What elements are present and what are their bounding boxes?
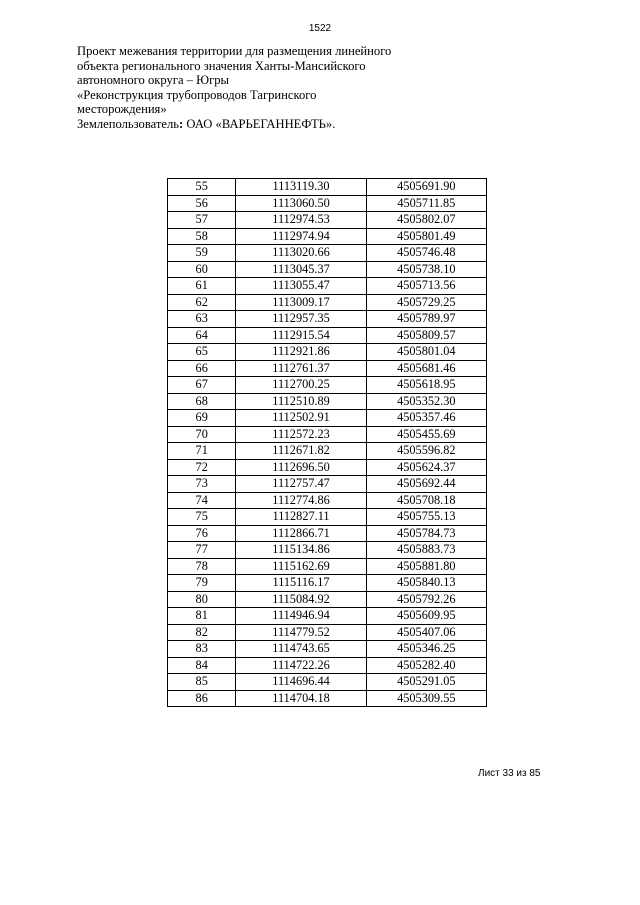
x-coordinate-cell: 1112974.53 bbox=[236, 212, 366, 229]
header-line: Проект межевания территории для размещения линейного bbox=[77, 44, 392, 58]
y-coordinate-cell: 4505809.57 bbox=[366, 327, 486, 344]
x-coordinate-cell: 1114704.18 bbox=[236, 690, 366, 707]
x-coordinate-cell: 1115162.69 bbox=[236, 558, 366, 575]
x-coordinate-cell: 1112866.71 bbox=[236, 525, 366, 542]
point-number-cell: 79 bbox=[168, 575, 236, 592]
x-coordinate-cell: 1114743.65 bbox=[236, 641, 366, 658]
table-row bbox=[168, 426, 487, 443]
y-coordinate-cell: 4505618.95 bbox=[366, 377, 486, 394]
point-number-cell: 65 bbox=[168, 344, 236, 361]
landuser-line bbox=[77, 117, 417, 132]
table-row bbox=[168, 575, 487, 592]
x-coordinate-cell: 1112827.11 bbox=[236, 509, 366, 526]
point-number-cell: 71 bbox=[168, 443, 236, 460]
table-row bbox=[168, 443, 487, 460]
y-coordinate-cell: 4505784.73 bbox=[366, 525, 486, 542]
x-coordinate-cell: 1112572.23 bbox=[236, 426, 366, 443]
sheet-counter: Лист 33 из 85 bbox=[478, 768, 541, 779]
point-number-cell: 61 bbox=[168, 278, 236, 295]
y-coordinate-cell: 4505624.37 bbox=[366, 459, 486, 476]
y-coordinate-cell: 4505407.06 bbox=[366, 624, 486, 641]
x-coordinate-cell: 1112502.91 bbox=[236, 410, 366, 427]
y-coordinate-cell: 4505609.95 bbox=[366, 608, 486, 625]
landuser-value: ОАО «ВАРЬЕГАННЕФТЬ». bbox=[183, 116, 336, 131]
point-number-cell: 63 bbox=[168, 311, 236, 328]
y-coordinate-cell: 4505596.82 bbox=[366, 443, 486, 460]
table-row bbox=[168, 476, 487, 493]
table-row bbox=[168, 542, 487, 559]
header-line: автономного округа – Югры bbox=[77, 73, 230, 87]
point-number-cell: 83 bbox=[168, 641, 236, 658]
table-row bbox=[168, 624, 487, 641]
coordinates-table bbox=[167, 178, 487, 707]
y-coordinate-cell: 4505708.18 bbox=[366, 492, 486, 509]
point-number-cell: 57 bbox=[168, 212, 236, 229]
y-coordinate-cell: 4505755.13 bbox=[366, 509, 486, 526]
table-row bbox=[168, 509, 487, 526]
x-coordinate-cell: 1114779.52 bbox=[236, 624, 366, 641]
x-coordinate-cell: 1112774.86 bbox=[236, 492, 366, 509]
y-coordinate-cell: 4505738.10 bbox=[366, 261, 486, 278]
x-coordinate-cell: 1112957.35 bbox=[236, 311, 366, 328]
point-number-cell: 82 bbox=[168, 624, 236, 641]
x-coordinate-cell: 1114696.44 bbox=[236, 674, 366, 691]
landuser-colon: : bbox=[179, 116, 184, 131]
point-number-cell: 55 bbox=[168, 179, 236, 196]
table-row bbox=[168, 294, 487, 311]
point-number-cell: 62 bbox=[168, 294, 236, 311]
x-coordinate-cell: 1112696.50 bbox=[236, 459, 366, 476]
y-coordinate-cell: 4505681.46 bbox=[366, 360, 486, 377]
point-number-cell: 56 bbox=[168, 195, 236, 212]
table-row bbox=[168, 492, 487, 509]
x-coordinate-cell: 1114722.26 bbox=[236, 657, 366, 674]
x-coordinate-cell: 1112921.86 bbox=[236, 344, 366, 361]
table-row bbox=[168, 608, 487, 625]
x-coordinate-cell: 1113045.37 bbox=[236, 261, 366, 278]
point-number-cell: 66 bbox=[168, 360, 236, 377]
table-row bbox=[168, 195, 487, 212]
x-coordinate-cell: 1115116.17 bbox=[236, 575, 366, 592]
table-row bbox=[168, 459, 487, 476]
y-coordinate-cell: 4505691.90 bbox=[366, 179, 486, 196]
point-number-cell: 73 bbox=[168, 476, 236, 493]
table-row bbox=[168, 657, 487, 674]
x-coordinate-cell: 1112761.37 bbox=[236, 360, 366, 377]
x-coordinate-cell: 1113060.50 bbox=[236, 195, 366, 212]
y-coordinate-cell: 4505789.97 bbox=[366, 311, 486, 328]
point-number-cell: 72 bbox=[168, 459, 236, 476]
table-row bbox=[168, 360, 487, 377]
point-number-cell: 59 bbox=[168, 245, 236, 262]
point-number-cell: 64 bbox=[168, 327, 236, 344]
point-number-cell: 80 bbox=[168, 591, 236, 608]
y-coordinate-cell: 4505309.55 bbox=[366, 690, 486, 707]
y-coordinate-cell: 4505291.05 bbox=[366, 674, 486, 691]
table-row bbox=[168, 674, 487, 691]
point-number-cell: 74 bbox=[168, 492, 236, 509]
table-row bbox=[168, 245, 487, 262]
y-coordinate-cell: 4505801.04 bbox=[366, 344, 486, 361]
x-coordinate-cell: 1112700.25 bbox=[236, 377, 366, 394]
point-number-cell: 75 bbox=[168, 509, 236, 526]
x-coordinate-cell: 1113020.66 bbox=[236, 245, 366, 262]
y-coordinate-cell: 4505282.40 bbox=[366, 657, 486, 674]
table-row bbox=[168, 525, 487, 542]
table-row bbox=[168, 377, 487, 394]
y-coordinate-cell: 4505455.69 bbox=[366, 426, 486, 443]
point-number-cell: 78 bbox=[168, 558, 236, 575]
table-row bbox=[168, 591, 487, 608]
point-number-cell: 60 bbox=[168, 261, 236, 278]
table-row bbox=[168, 228, 487, 245]
table-row bbox=[168, 261, 487, 278]
x-coordinate-cell: 1113055.47 bbox=[236, 278, 366, 295]
table-row bbox=[168, 311, 487, 328]
x-coordinate-cell: 1114946.94 bbox=[236, 608, 366, 625]
table-row bbox=[168, 344, 487, 361]
point-number-cell: 70 bbox=[168, 426, 236, 443]
page-number: 1522 bbox=[308, 23, 332, 34]
y-coordinate-cell: 4505802.07 bbox=[366, 212, 486, 229]
document-header bbox=[77, 44, 417, 131]
y-coordinate-cell: 4505692.44 bbox=[366, 476, 486, 493]
table-row bbox=[168, 278, 487, 295]
x-coordinate-cell: 1115134.86 bbox=[236, 542, 366, 559]
y-coordinate-cell: 4505881.80 bbox=[366, 558, 486, 575]
x-coordinate-cell: 1113119.30 bbox=[236, 179, 366, 196]
point-number-cell: 86 bbox=[168, 690, 236, 707]
point-number-cell: 58 bbox=[168, 228, 236, 245]
point-number-cell: 68 bbox=[168, 393, 236, 410]
x-coordinate-cell: 1115084.92 bbox=[236, 591, 366, 608]
y-coordinate-cell: 4505346.25 bbox=[366, 641, 486, 658]
table-row bbox=[168, 393, 487, 410]
x-coordinate-cell: 1112915.54 bbox=[236, 327, 366, 344]
y-coordinate-cell: 4505840.13 bbox=[366, 575, 486, 592]
coordinates-table-body bbox=[168, 179, 487, 707]
y-coordinate-cell: 4505801.49 bbox=[366, 228, 486, 245]
y-coordinate-cell: 4505352.30 bbox=[366, 393, 486, 410]
landuser-label: Землепользователь bbox=[77, 116, 180, 131]
y-coordinate-cell: 4505729.25 bbox=[366, 294, 486, 311]
y-coordinate-cell: 4505746.48 bbox=[366, 245, 486, 262]
y-coordinate-cell: 4505713.56 bbox=[366, 278, 486, 295]
y-coordinate-cell: 4505711.85 bbox=[366, 195, 486, 212]
x-coordinate-cell: 1112757.47 bbox=[236, 476, 366, 493]
table-row bbox=[168, 410, 487, 427]
header-line: объекта регионального значения Ханты-Мансийского bbox=[77, 58, 366, 73]
x-coordinate-cell: 1112974.94 bbox=[236, 228, 366, 245]
point-number-cell: 76 bbox=[168, 525, 236, 542]
table-row bbox=[168, 641, 487, 658]
table-row bbox=[168, 179, 487, 196]
point-number-cell: 77 bbox=[168, 542, 236, 559]
point-number-cell: 69 bbox=[168, 410, 236, 427]
x-coordinate-cell: 1112671.82 bbox=[236, 443, 366, 460]
y-coordinate-cell: 4505357.46 bbox=[366, 410, 486, 427]
y-coordinate-cell: 4505883.73 bbox=[366, 542, 486, 559]
point-number-cell: 81 bbox=[168, 608, 236, 625]
x-coordinate-cell: 1112510.89 bbox=[236, 393, 366, 410]
table-row bbox=[168, 690, 487, 707]
point-number-cell: 84 bbox=[168, 657, 236, 674]
x-coordinate-cell: 1113009.17 bbox=[236, 294, 366, 311]
table-row bbox=[168, 212, 487, 229]
header-line: «Реконструкция трубопроводов Тагринского bbox=[77, 87, 317, 102]
point-number-cell: 85 bbox=[168, 674, 236, 691]
table-row bbox=[168, 558, 487, 575]
table-row bbox=[168, 327, 487, 344]
y-coordinate-cell: 4505792.26 bbox=[366, 591, 486, 608]
header-line: месторождения» bbox=[77, 102, 167, 116]
point-number-cell: 67 bbox=[168, 377, 236, 394]
